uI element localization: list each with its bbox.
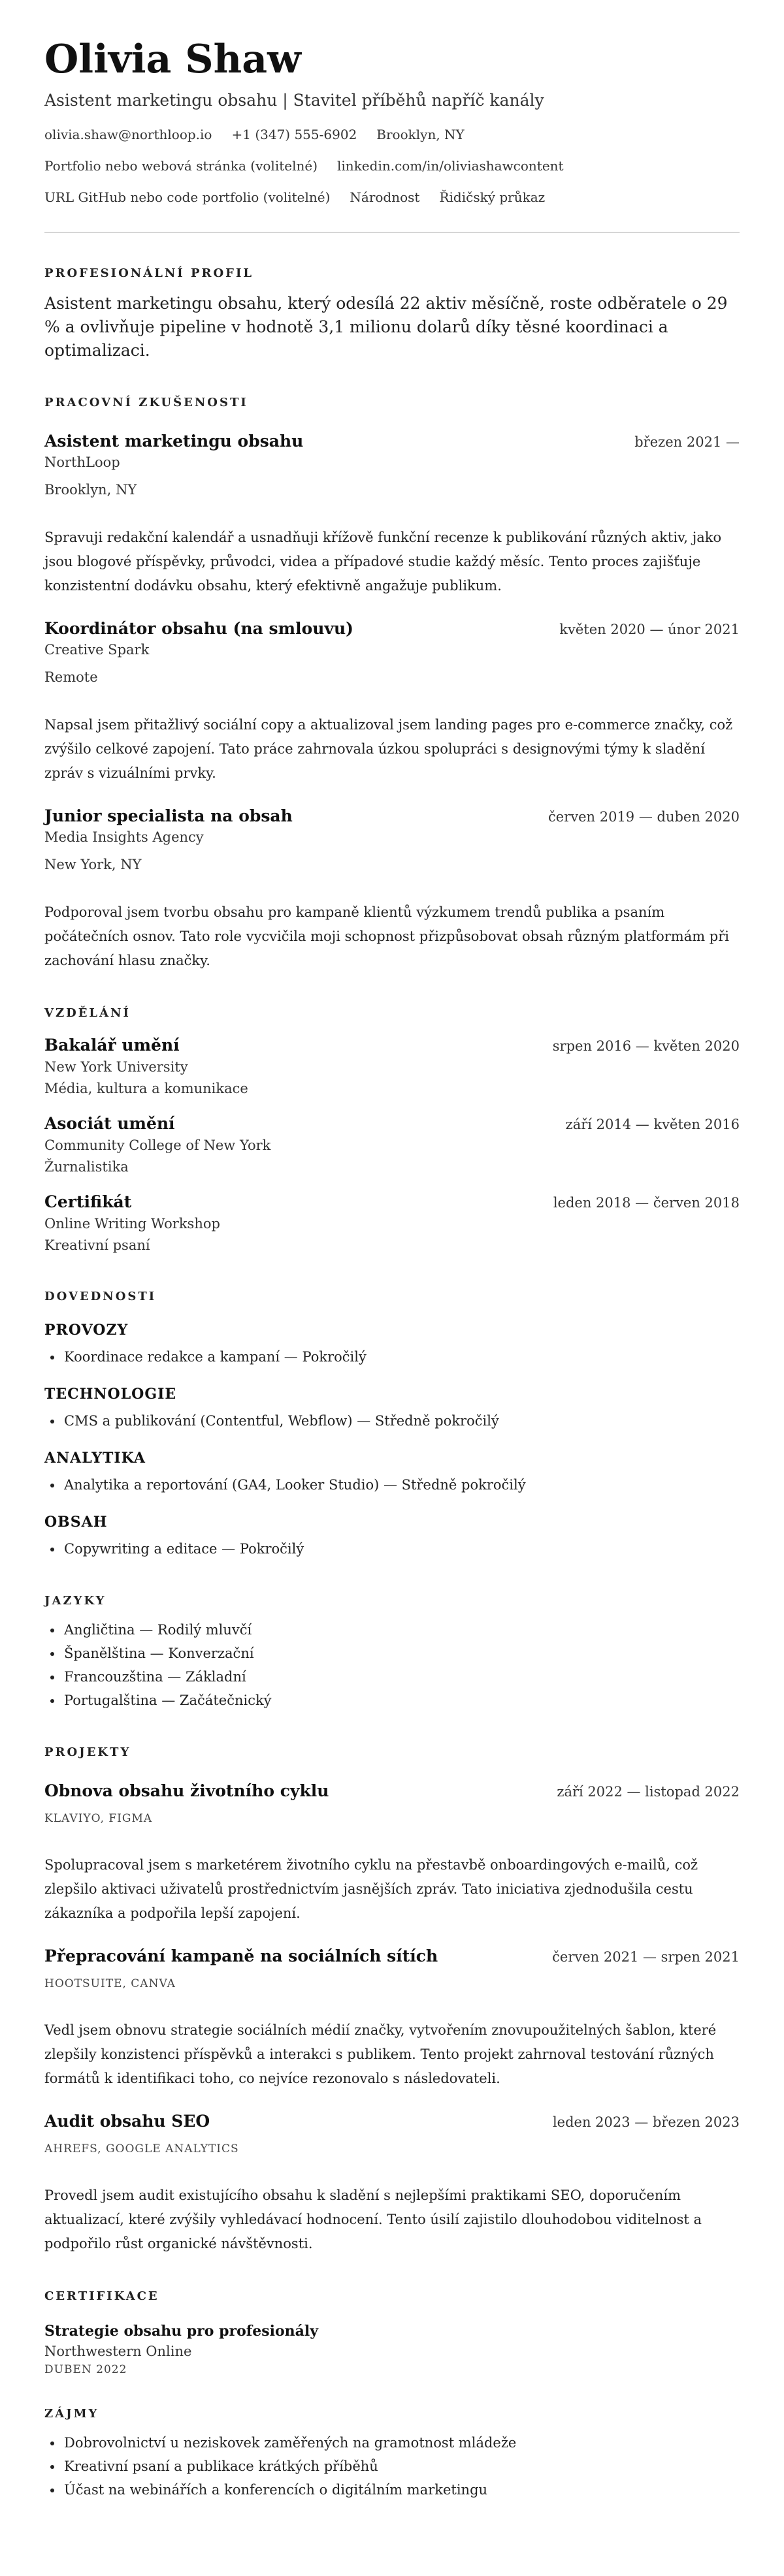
job-description: Napsal jsem přitažlivý sociální copy a aktualizoval jsem landing pages pro e-commerce značky, což zvýšilo celkové zapojení. Tato práce zahrnovala úzkou spolupráci s designovými týmy k sladění zpráv s vizuálními prvky. — [44, 717, 733, 781]
skill-category-title: PROVOZY — [44, 1322, 129, 1339]
language-item: • Španělština — Konverzační — [63, 1642, 740, 1665]
degree-title: Bakalář umění — [44, 1036, 180, 1055]
skill-list — [44, 1473, 740, 1497]
school-name: New York University — [44, 1059, 188, 1075]
certifications-heading: CERTIFIKACE — [44, 2289, 159, 2303]
education-heading: VZDĚLÁNÍ — [44, 1006, 131, 1020]
experience-entry — [44, 618, 740, 786]
candidate-tagline: Asistent marketingu obsahu | Stavitel příběhů napříč kanály — [44, 91, 544, 110]
resume-header — [44, 36, 740, 206]
study-field: Média, kultura a komunikace — [44, 1081, 248, 1096]
job-dates: červen 2019 — duben 2020 — [548, 809, 740, 825]
profile-summary: Asistent marketingu obsahu, který odesílá 22 aktiv měsíčně, roste odběratele o 29 % a ovlivňuje pipeline v hodnotě 3,1 milionu dolarů díky těsné koordinaci a optimalizaci. — [44, 294, 728, 360]
interest-item: • Kreativní psaní a publikace krátkých příběhů — [63, 2455, 740, 2478]
experience-heading: PRACOVNÍ ZKUŠENOSTI — [44, 396, 248, 409]
education-entry — [44, 1191, 740, 1256]
degree-dates: srpen 2016 — květen 2020 — [552, 1038, 740, 1054]
project-tools: KLAVIYO, FIGMA — [44, 1812, 153, 1825]
education-entry — [44, 1113, 740, 1178]
contact-linkedin[interactable]: linkedin.com/in/oliviashawcontent — [337, 158, 564, 174]
contact-row-links — [44, 157, 740, 174]
profile-heading: PROFESIONÁLNÍ PROFIL — [44, 266, 254, 280]
job-title: Asistent marketingu obsahu — [44, 432, 304, 451]
skill-category-title: TECHNOLOGIE — [44, 1386, 177, 1403]
project-tools: AHREFS, GOOGLE ANALYTICS — [44, 2142, 239, 2155]
project-description: Provedl jsem audit existujícího obsahu k sladění s nejlepšími praktikami SEO, doporučením aktualizací, které zvýšily vyhledávací hodnocení. Tento úsilí zajistilo dlouhodobou viditelnost a podpořilo růst organické návštěvnosti. — [44, 2187, 702, 2251]
contact-github[interactable]: URL GitHub nebo code portfolio (volitelné) — [44, 189, 331, 205]
job-title: Koordinátor obsahu (na smlouvu) — [44, 619, 353, 638]
skill-category-title: ANALYTIKA — [44, 1450, 146, 1467]
skill-list — [44, 1409, 740, 1433]
skill-list — [44, 1345, 740, 1369]
certification-date: DUBEN 2022 — [44, 2363, 127, 2376]
language-item: • Angličtina — Rodilý mluvčí — [63, 1618, 740, 1642]
skill-list — [44, 1537, 740, 1561]
interest-list — [44, 2431, 740, 2502]
projects-heading: PROJEKTY — [44, 1745, 131, 1759]
project-description: Vedl jsem obnovu strategie sociálních médií značky, vytvořením znovupoužitelných šablon, které zlepšily konzistenci příspěvků a interakci s publikem. Tento projekt zahrnoval testování různých formátů k identifikaci toho, co nejvíce rezonovalo s následovateli. — [44, 2022, 717, 2086]
contact-location: Brooklyn, NY — [376, 127, 465, 142]
language-item: • Francouzština — Základní — [63, 1665, 740, 1689]
project-title: Obnova obsahu životního cyklu — [44, 1781, 329, 1800]
job-company: Media Insights Agency — [44, 829, 204, 845]
job-location: New York, NY — [44, 857, 142, 872]
job-description: Podporoval jsem tvorbu obsahu pro kampaně klientů výzkumem trendů publika a psaním počátečních osnov. Tato role vycvičila moji schopnost přizpůsobovat obsah různým platformám při zachování hlasu značky. — [44, 904, 730, 968]
job-dates: květen 2020 — únor 2021 — [559, 622, 740, 637]
skill-item: • Analytika a reportování (GA4, Looker Studio) — Středně pokročilý — [63, 1473, 740, 1497]
skills-section — [44, 1289, 740, 1561]
experience-section — [44, 395, 740, 973]
language-list — [44, 1618, 740, 1712]
candidate-name: Olivia Shaw — [44, 37, 301, 82]
project-title: Audit obsahu SEO — [44, 2112, 210, 2131]
project-entry — [44, 2110, 740, 2256]
contact-nationality: Národnost — [350, 189, 420, 205]
study-field: Žurnalistika — [44, 1159, 129, 1175]
certification-title: Strategie obsahu pro profesionály — [44, 2323, 319, 2340]
school-name: Online Writing Workshop — [44, 1216, 220, 1232]
certifications-section — [44, 2289, 740, 2377]
job-title: Junior specialista na obsah — [44, 806, 293, 825]
interests-heading: ZÁJMY — [44, 2407, 99, 2421]
contact-row-primary — [44, 126, 740, 143]
degree-title: Certifikát — [44, 1192, 132, 1211]
skill-item: • Copywriting a editace — Pokročilý — [63, 1537, 740, 1561]
education-entry — [44, 1034, 740, 1100]
job-description: Spravuji redakční kalendář a usnadňuji křížově funkční recenze k publikování různých aktiv, jako jsou blogové příspěvky, průvodci, videa a případové studie každý měsíc. Tento proces zajišťuje konzistentní dodávku obsahu, který efektivně angažuje publikum. — [44, 530, 722, 594]
job-company: NorthLoop — [44, 454, 120, 470]
skill-category-title: OBSAH — [44, 1514, 108, 1531]
contact-driving-license: Řidičský průkaz — [439, 189, 546, 205]
job-company: Creative Spark — [44, 642, 150, 658]
header-divider — [44, 232, 740, 233]
project-dates: září 2022 — listopad 2022 — [557, 1784, 740, 1800]
job-location: Remote — [44, 669, 98, 685]
certification-issuer: Northwestern Online — [44, 2344, 192, 2359]
experience-entry — [44, 430, 740, 598]
degree-dates: září 2014 — květen 2016 — [565, 1117, 740, 1132]
skill-item: • Koordinace redakce a kampaní — Pokročilý — [63, 1345, 740, 1369]
contact-row-extra — [44, 189, 740, 206]
job-dates: březen 2021 — — [634, 434, 740, 450]
languages-section — [44, 1593, 740, 1712]
profile-section — [44, 266, 740, 362]
project-entry — [44, 1945, 740, 2091]
interest-item: • Účast na webinářích a konferencích o digitálním marketingu — [63, 2478, 740, 2502]
languages-heading: JAZYKY — [44, 1594, 106, 1608]
project-tools: HOOTSUITE, CANVA — [44, 1977, 176, 1990]
project-title: Přepracování kampaně na sociálních sítích — [44, 1947, 438, 1965]
contact-phone[interactable]: +1 (347) 555-6902 — [231, 127, 357, 142]
interests-section — [44, 2406, 740, 2502]
language-item: • Portugalština — Začátečnický — [63, 1689, 740, 1712]
project-dates: červen 2021 — srpen 2021 — [552, 1949, 740, 1965]
contact-email[interactable]: olivia.shaw@northloop.io — [44, 127, 212, 142]
project-dates: leden 2023 — březen 2023 — [552, 2114, 740, 2130]
skill-item: • CMS a publikování (Contentful, Webflow) — Středně pokročilý — [63, 1409, 740, 1433]
project-entry — [44, 1780, 740, 1926]
study-field: Kreativní psaní — [44, 1237, 150, 1253]
project-description: Spolupracoval jsem s marketérem životního cyklu na přestavbě onboardingových e-mailů, což zlepšilo aktivaci uživatelů prostřednictvím jasnějších zpráv. Tato iniciativa zjednodušila cestu zákazníka a podpořila lepší zapojení. — [44, 1857, 698, 1921]
skills-heading: DOVEDNOSTI — [44, 1290, 157, 1303]
degree-dates: leden 2018 — červen 2018 — [553, 1195, 740, 1211]
school-name: Community College of New York — [44, 1137, 271, 1153]
job-location: Brooklyn, NY — [44, 482, 137, 498]
interest-item: • Dobrovolnictví u neziskovek zaměřených na gramotnost mládeže — [63, 2431, 740, 2455]
contact-portfolio[interactable]: Portfolio nebo webová stránka (volitelné) — [44, 158, 318, 174]
experience-entry — [44, 805, 740, 973]
degree-title: Asociát umění — [44, 1114, 175, 1133]
education-section — [44, 1006, 740, 1256]
projects-section — [44, 1745, 740, 2256]
